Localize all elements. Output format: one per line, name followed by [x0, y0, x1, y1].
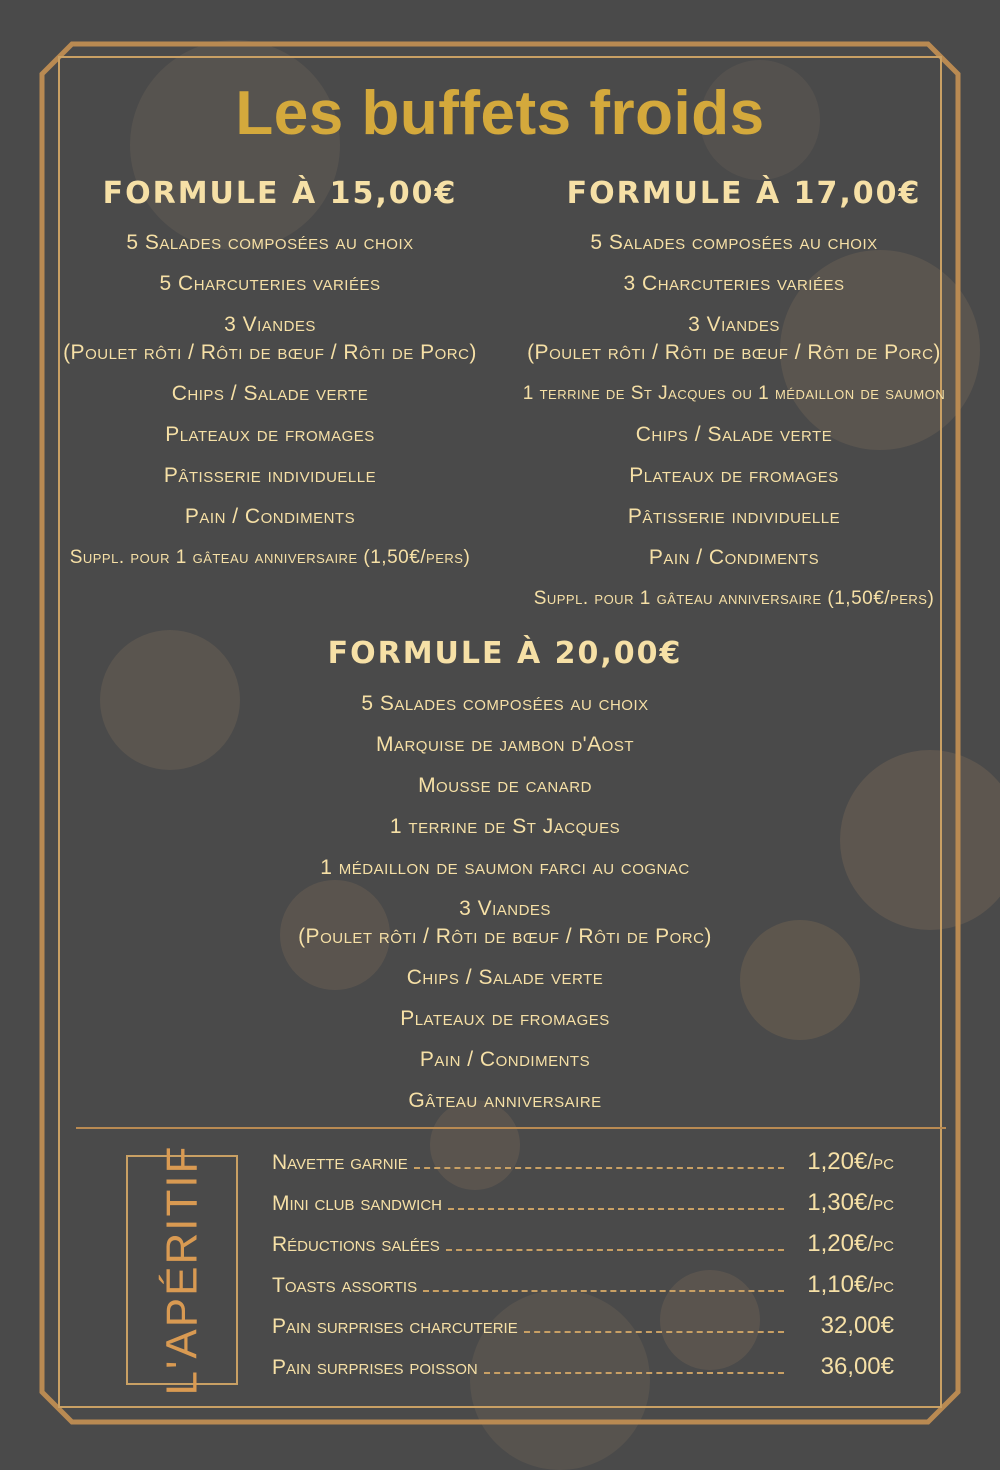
price-row	[272, 1230, 894, 1271]
dot-leader	[423, 1289, 784, 1292]
price-row-name: Toasts assortis	[272, 1274, 418, 1297]
list-item: Pain / Condiments	[419, 1048, 591, 1071]
list-item: Mousse de canard	[418, 774, 592, 797]
list-item: Pâtisserie individuelle	[627, 505, 841, 528]
price-row-price: 1,30€/pc	[807, 1189, 894, 1216]
price-row-name: Navette garnie	[272, 1151, 408, 1174]
price-row-name: Réductions salées	[272, 1233, 440, 1256]
list-item-line: (Poulet rôti / Rôti de bœuf / Rôti de Porc)	[527, 341, 941, 364]
list-item: Chips / Salade verte	[406, 966, 604, 989]
list-item: 3 Charcuteries variées	[623, 272, 845, 295]
price-row	[272, 1312, 894, 1353]
price-row	[272, 1189, 894, 1230]
list-item	[60, 304, 480, 373]
dot-leader	[446, 1248, 784, 1251]
list-item: Gâteau anniversaire	[408, 1089, 602, 1112]
list-item: Pain / Condiments	[184, 505, 356, 528]
list-item: Suppl. pour 1 gâteau anniversaire (1,50€/pers)	[69, 547, 471, 568]
list-item-line: 3 Viandes	[688, 313, 780, 336]
price-row-name: Pain surprises poisson	[272, 1356, 478, 1379]
list-item-line: 3 Viandes	[224, 313, 316, 336]
list-item: Marquise de jambon d'Aost	[375, 733, 635, 756]
aperitif-price-list	[272, 1148, 894, 1394]
dot-leader	[414, 1166, 784, 1169]
list-item-line: (Poulet rôti / Rôti de bœuf / Rôti de Porc)	[298, 925, 712, 948]
list-item: Chips / Salade verte	[635, 423, 833, 446]
page-title: Les buffets froids	[235, 79, 765, 148]
list-item: 1 médaillon de saumon farci au cognac	[320, 856, 690, 879]
formule-20-list	[250, 683, 760, 1121]
list-item: Pain / Condiments	[648, 546, 820, 569]
list-item: 1 terrine de St Jacques ou 1 médaillon de saumon	[522, 383, 946, 404]
formule-20-heading: FORMULE À 20,00€	[327, 636, 683, 671]
list-item: Chips / Salade verte	[171, 382, 369, 405]
price-row-name: Pain surprises charcuterie	[272, 1315, 518, 1338]
dot-leader	[524, 1330, 784, 1333]
list-item: Pâtisserie individuelle	[163, 464, 377, 487]
list-item-line: (Poulet rôti / Rôti de bœuf / Rôti de Porc)	[63, 341, 477, 364]
price-row	[272, 1271, 894, 1312]
formule-15-heading: FORMULE À 15,00€	[102, 176, 458, 211]
price-row-price: 1,10€/pc	[807, 1271, 894, 1298]
list-item: Suppl. pour 1 gâteau anniversaire (1,50€/pers)	[533, 588, 935, 609]
price-row-price: 32,00€	[820, 1312, 894, 1339]
price-row	[272, 1353, 894, 1394]
list-item-line: 3 Viandes	[459, 897, 551, 920]
list-item: Plateaux de fromages	[629, 464, 839, 487]
price-row-price: 1,20€/pc	[807, 1230, 894, 1257]
list-item	[504, 304, 964, 373]
list-item: 5 Salades composées au choix	[126, 231, 414, 254]
list-item: 5 Salades composées au choix	[361, 692, 649, 715]
list-item: Plateaux de fromages	[400, 1007, 610, 1030]
price-row-price: 1,20€/pc	[807, 1148, 894, 1175]
list-item: 1 terrine de St Jacques	[389, 815, 621, 838]
price-row	[272, 1148, 894, 1189]
list-item: 5 Charcuteries variées	[159, 272, 381, 295]
dot-leader	[448, 1207, 784, 1210]
list-item: Plateaux de fromages	[165, 423, 375, 446]
aperitif-label: L'APÉRITIF	[157, 1144, 206, 1396]
section-divider	[76, 1127, 946, 1129]
formule-17-heading: FORMULE À 17,00€	[566, 176, 922, 211]
formule-17-list	[504, 222, 964, 619]
formule-15-list	[60, 222, 480, 578]
dot-leader	[484, 1371, 784, 1374]
price-row-price: 36,00€	[820, 1353, 894, 1380]
price-row-name: Mini club sandwich	[272, 1192, 443, 1215]
list-item: 5 Salades composées au choix	[590, 231, 878, 254]
aperitif-label-box	[126, 1144, 238, 1396]
list-item	[250, 888, 760, 957]
